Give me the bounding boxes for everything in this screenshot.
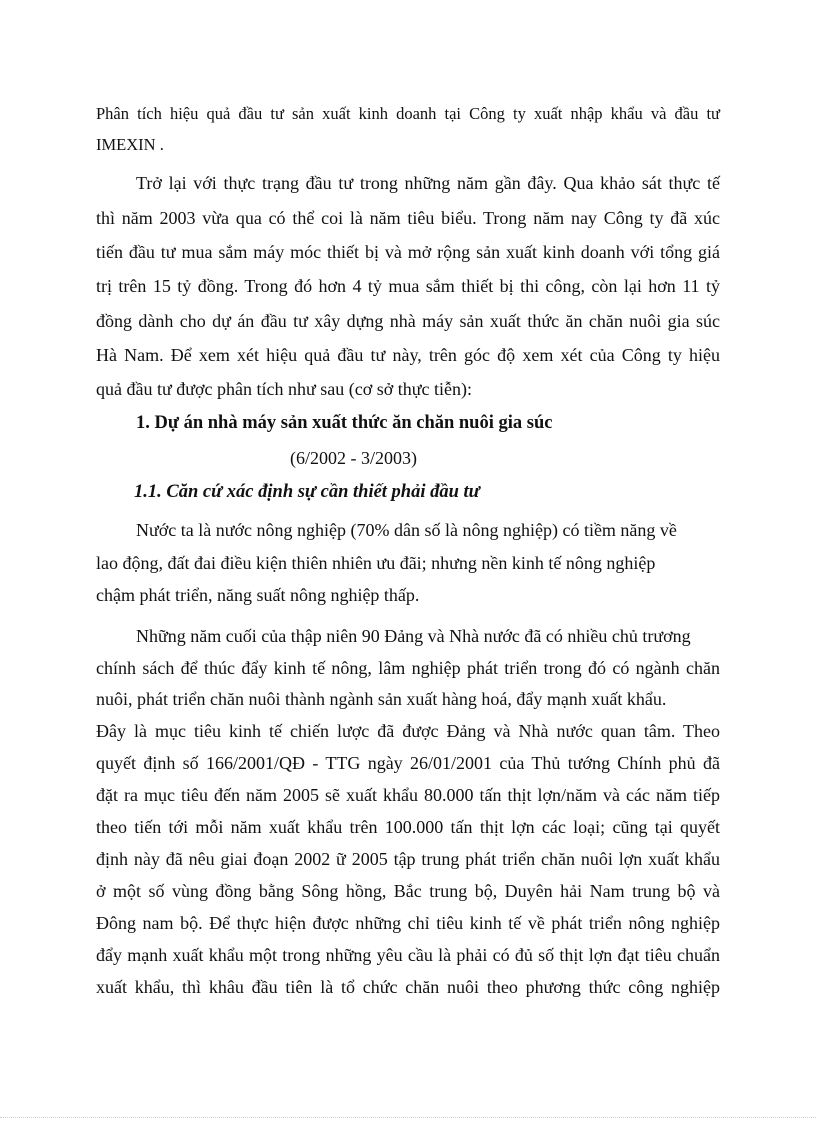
para2-line-8: định này đã nêu giai đoạn 2002 ữ 2005 tập trung phát triển chăn nuôi lợn xuất khẩu — [96, 849, 720, 869]
para2-line-7: theo tiến tới mỗi năm xuất khẩu trên 100.000 tấn thịt lợn các loại; cũng tại quyết — [96, 817, 720, 837]
intro-line-2: thì năm 2003 vừa qua có thể coi là năm tiêu biểu. Trong năm nay Công ty đã xúc — [96, 208, 720, 228]
para2-line-3: nuôi, phát triển chăn nuôi thành ngành sản xuất hàng hoá, đẩy mạnh xuất khẩu. — [96, 689, 667, 709]
intro-line-7: quả đầu tư được phân tích như sau (cơ sở thực tiễn): — [96, 379, 472, 399]
document-header-line-1: Phân tích hiệu quả đầu tư sản xuất kinh doanh tại Công ty xuất nhập khẩu và đầu tư — [96, 104, 720, 123]
page-bottom-divider — [0, 1117, 816, 1118]
para2-line-5: quyết định số 166/2001/QĐ - TTG ngày 26/01/2001 của Thủ tướng Chính phủ đã — [96, 753, 720, 773]
intro-line-6: Hà Nam. Để xem xét hiệu quả đầu tư này, trên góc độ xem xét của Công ty hiệu — [96, 345, 720, 365]
intro-line-5: đồng dành cho dự án đầu tư xây dựng nhà máy sản xuất thức ăn chăn nuôi gia súc — [96, 311, 720, 331]
para2-line-4: Đây là mục tiêu kinh tế chiến lược đã được Đảng và Nhà nước quan tâm. Theo — [96, 721, 720, 741]
para2-line-1: Những năm cuối của thập niên 90 Đảng và Nhà nước đã có nhiều chủ trương — [136, 626, 691, 646]
para2-line-2: chính sách để thúc đẩy kinh tế nông, lâm nghiệp phát triển trong đó có ngành chăn — [96, 658, 720, 678]
intro-line-1: Trở lại với thực trạng đầu tư trong những năm gần đây. Qua khảo sát thực tế — [136, 173, 720, 193]
para2-line-12: xuất khẩu, thì khâu đầu tiên là tổ chức chăn nuôi theo phương thức công nghiệp — [96, 977, 720, 997]
section-1-1-title: 1.1. Căn cứ xác định sự cần thiết phải đầu tư — [134, 482, 480, 502]
para2-line-10: Đông nam bộ. Để thực hiện được những chỉ tiêu kinh tế về phát triển nông nghiệp — [96, 913, 720, 933]
document-header-line-2: IMEXIN . — [96, 135, 164, 154]
section-1-period: (6/2002 - 3/2003) — [290, 448, 417, 468]
intro-line-3: tiến đầu tư mua sắm máy móc thiết bị và mở rộng sản xuất kinh doanh với tổng giá — [96, 242, 720, 262]
para1-line-2: lao động, đất đai điều kiện thiên nhiên ưu đãi; nhưng nền kinh tế nông nghiệp — [96, 553, 656, 573]
para2-line-6: đặt ra mục tiêu đến năm 2005 sẽ xuất khẩu 80.000 tấn thịt lợn/năm và các năm tiếp — [96, 785, 720, 805]
para1-line-3: chậm phát triển, năng suất nông nghiệp thấp. — [96, 585, 420, 605]
section-1-title: 1. Dự án nhà máy sản xuất thức ăn chăn nuôi gia súc — [136, 413, 553, 433]
para2-line-11: đẩy mạnh xuất khẩu một trong những yêu cầu là phải có đủ số thịt lợn đạt tiêu chuẩn — [96, 945, 720, 965]
para2-line-9: ở một số vùng đồng bằng Sông hồng, Bắc trung bộ, Duyên hải Nam trung bộ và — [96, 881, 720, 901]
para1-line-1: Nước ta là nước nông nghiệp (70% dân số là nông nghiệp) có tiềm năng về — [136, 520, 677, 540]
intro-line-4: trị trên 15 tỷ đồng. Trong đó hơn 4 tỷ mua sắm thiết bị thi công, còn lại hơn 11 tỷ — [96, 276, 720, 296]
